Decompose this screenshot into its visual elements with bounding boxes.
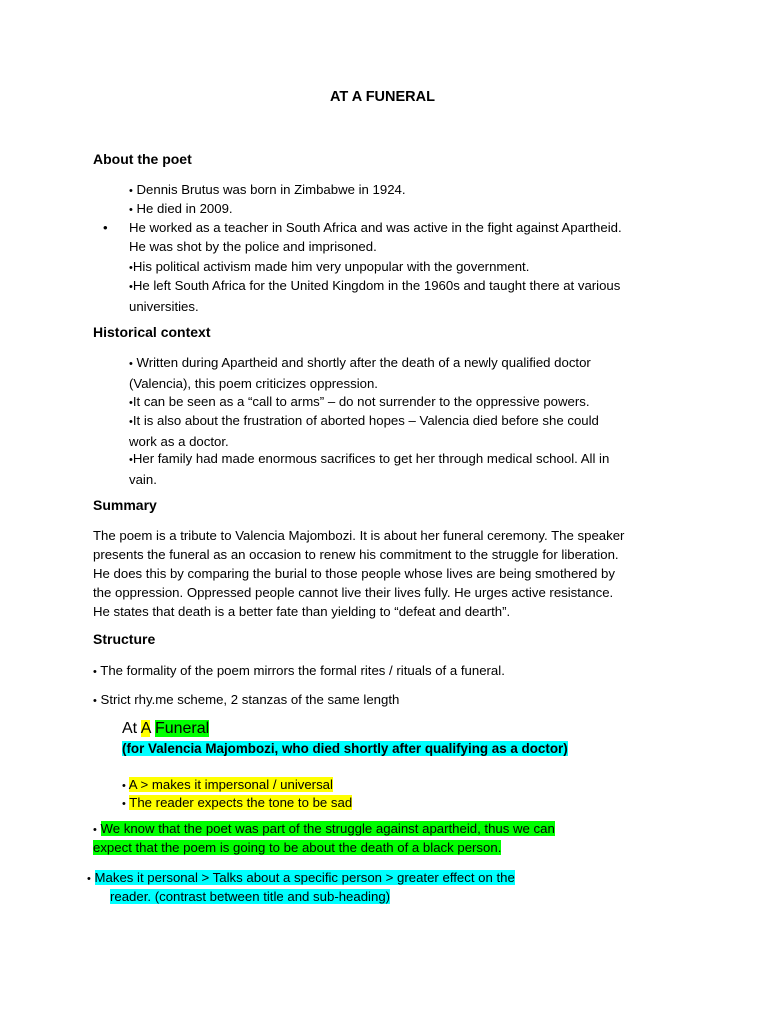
note-reader: • The reader expects the tone to be sad — [122, 795, 353, 810]
bullet-icon: • — [129, 204, 133, 216]
bullet-icon: • — [103, 220, 108, 235]
historical-item: •It can be seen as a “call to arms” – do not surrender to the oppressive powers. — [129, 394, 590, 409]
about-poet-heading: About the poet — [93, 151, 192, 167]
about-item: •His political activism made him very unpopular with the government. — [129, 259, 530, 274]
note-personal: • Makes it personal > Talks about a specific person > greater effect on the reader. (contrast between title and sub-heading) — [87, 870, 515, 904]
bullet-icon: • — [93, 695, 97, 707]
historical-context-heading: Historical context — [93, 324, 211, 340]
poem-subtitle: (for Valencia Majombozi, who died shortly after qualifying as a doctor) — [122, 741, 568, 756]
poem-title: At A Funeral — [122, 720, 210, 737]
bullet-icon: • — [129, 416, 133, 428]
bullet-icon: • — [129, 281, 133, 293]
historical-item: • Written during Apartheid and shortly after the death of a newly qualified doctor (Valencia), this poem criticizes oppression. — [129, 355, 591, 391]
historical-item: •Her family had made enormous sacrifices to get her through medical school. All in vain. — [129, 451, 610, 487]
bullet-icon: • — [122, 798, 126, 810]
bullet-icon: • — [122, 780, 126, 792]
bullet-icon: • — [93, 666, 97, 678]
bullet-icon: • — [129, 185, 133, 197]
historical-item: •It is also about the frustration of aborted hopes – Valencia died before she could work as a doctor. — [129, 413, 599, 449]
note-a: • A > makes it impersonal / universal — [122, 777, 333, 792]
structure-heading: Structure — [93, 631, 156, 647]
bullet-icon: • — [87, 873, 91, 885]
bullet-icon: • — [129, 397, 133, 409]
about-item: • Dennis Brutus was born in Zimbabwe in 1924. — [129, 182, 406, 197]
summary-heading: Summary — [93, 497, 157, 513]
structure-item: • The formality of the poem mirrors the formal rites / rituals of a funeral. — [93, 663, 505, 678]
bullet-icon: • — [93, 824, 97, 836]
about-item: •He left South Africa for the United Kingdom in the 1960s and taught there at various universities. — [129, 278, 621, 314]
bullet-icon: • — [129, 358, 133, 370]
about-item: • He died in 2009. — [129, 201, 233, 216]
bullet-icon: • — [129, 454, 133, 466]
note-apartheid: • We know that the poet was part of the struggle against apartheid, thus we can expect that the poem is going to be about the death of a black person. — [93, 821, 555, 855]
about-item: He worked as a teacher in South Africa and was active in the fight against Apartheid. He was shot by the police and imprisoned. — [129, 220, 622, 254]
structure-item: • Strict rhy.me scheme, 2 stanzas of the same length — [93, 692, 400, 707]
summary-paragraph: The poem is a tribute to Valencia Majombozi. It is about her funeral ceremony. The speaker presents the funeral as an occasion to renew his commitment to the struggle for liberation. He does this by comparing the burial to those people whose lives are being smothered by the oppression. Oppressed people cannot live their lives fully. He urges active resistance. He states that death is a better fate than yielding to “defeat and dearth”. — [93, 528, 625, 619]
document-title: AT A FUNERAL — [330, 89, 435, 105]
bullet-icon: • — [129, 262, 133, 274]
